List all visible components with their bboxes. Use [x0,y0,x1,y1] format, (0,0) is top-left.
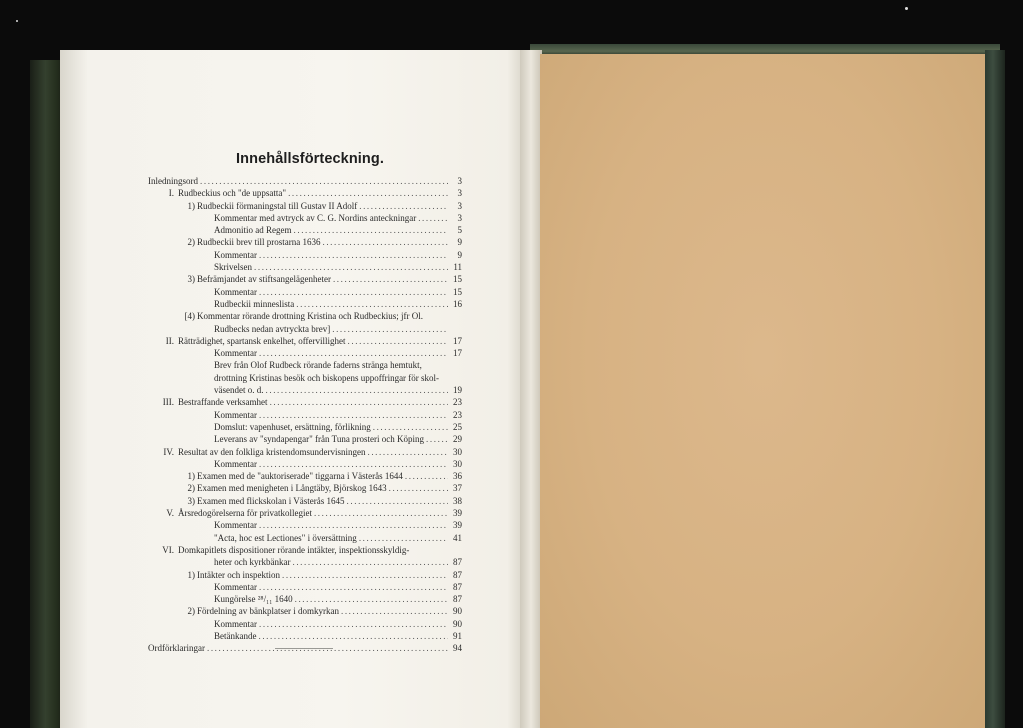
toc-page-number: 19 [453,385,462,396]
toc-leader-dots [259,581,448,593]
toc-entry [148,249,462,261]
toc-entry-title: Leverans av "syndapengar" från Tuna prosteri och Köping [214,434,425,445]
toc-entry [148,470,462,482]
toc-entry-title: Kommentar [214,618,257,629]
toc-entry [148,519,462,531]
toc-entry [148,458,462,470]
toc-entry [148,409,462,421]
toc-page-number: 29 [453,434,462,445]
toc-subsection-number: 1) [187,471,195,482]
toc-page-number: 94 [453,643,462,654]
toc-page-number: 3 [457,200,462,211]
dust-speck [905,7,908,10]
toc-leader-dots [405,470,448,482]
toc-leader-dots [288,187,448,199]
toc-entry [148,175,462,187]
toc-page-number: 90 [453,618,462,629]
toc-page-number: 39 [453,508,462,519]
toc-entry-title: Kommentar [214,348,257,359]
toc-entry-title: Kommentar [214,520,257,531]
toc-page-number: 87 [453,594,462,605]
toc-page-number: 41 [453,532,462,543]
toc-subsection-number: 1) [187,569,195,580]
toc-page-number: 87 [453,557,462,568]
toc-page-number: 91 [453,630,462,641]
toc-subsection-number: 2) [187,483,195,494]
toc-page-number: 30 [453,446,462,457]
toc-page-number: 17 [453,335,462,346]
toc-entry-title: Examen med flickskolan i Västerås 1645 [197,495,345,506]
toc-entry [148,396,462,408]
toc-entry [148,212,462,224]
toc-leader-dots [332,323,448,335]
toc-entry [148,630,462,642]
toc-entry [148,187,462,199]
toc-entry-title: Admonitio ad Regem [214,225,292,236]
toc-entry [148,421,462,433]
toc-page-number: 39 [453,520,462,531]
toc-leader-dots [254,261,448,273]
toc-entry [148,446,462,458]
dust-speck [16,20,18,22]
toc-entry-title: Inledningsord [148,176,198,186]
toc-subsection-number: 3) [187,274,195,285]
toc-leader-dots [259,458,448,470]
toc-section-number: V. [166,508,174,519]
toc-section-number: III. [162,397,174,408]
toc-entry-title: Rudbecks nedan avtryckta brev] [214,323,331,334]
toc-entry-title: Ordförklaringar [148,643,205,654]
toc-leader-dots [322,236,448,248]
toc-leader-dots [294,224,449,236]
toc-entry-title: Rudbeckius och "de uppsatta" [178,188,287,199]
toc-entry-title: Examen med menigheten i Långtäby, Björskog 1643 [197,483,387,494]
toc-leader-dots [259,519,448,531]
toc-entry [148,433,462,445]
toc-subsection-number: 3) [187,495,195,506]
toc-entry-title: Befrämjandet av stiftsangelägenheter [197,274,331,285]
toc-page-number: 37 [453,483,462,494]
toc-section-number: II. [165,335,174,346]
toc-entry-title: Bestraffande verksamhet [178,397,268,408]
toc-leader-dots [259,409,448,421]
toc-leader-dots [359,200,448,212]
toc-leader-dots [282,569,448,581]
toc-entry-title: Rudbeckii brev till prostarna 1636 [197,237,321,248]
toc-entry [148,556,462,568]
right-page-blank [540,54,985,728]
toc-entry-title: Rudbeckii minneslista [214,298,295,309]
book-binding-left [30,60,64,728]
toc-entry-title: Kommentar [214,249,257,260]
toc-entry-title: Kungörelse ²⁸/₁₁ 1640 [214,594,293,605]
toc-entry-title: Kommentar med avtryck av C. G. Nordins anteckningar [214,212,417,223]
table-of-contents [148,175,462,655]
toc-entry-title: "Acta, hoc est Lectiones" i översättning [214,532,357,543]
toc-page-number: 87 [453,581,462,592]
toc-entry [148,495,462,507]
toc-entry-title: Domslut: vapenhuset, ersättning, förlikning [214,421,371,432]
toc-page-number: 30 [453,458,462,469]
toc-section-number: I. [168,188,174,199]
toc-leader-dots [348,335,448,347]
toc-entry-title: Kommentar rörande drottning Kristina och Rudbeckius; jfr Ol. [197,311,423,322]
toc-page-number: 3 [457,188,462,199]
toc-leader-dots [333,273,448,285]
toc-entry [148,384,462,396]
toc-page-number: 9 [457,237,462,248]
toc-page-number: 9 [457,249,462,260]
toc-entry-title: Årsredogörelserna för privatkollegiet [178,508,312,519]
toc-leader-dots [266,384,449,396]
toc-entry-title: Kommentar [214,458,257,469]
toc-leader-dots [259,286,448,298]
toc-entry-title: väsendet o. d. [214,385,264,396]
toc-page-number: 36 [453,471,462,482]
toc-entry-title: Examen med de "auktoriserade" tiggarna i Västerås 1644 [197,471,403,482]
toc-leader-dots [258,630,448,642]
toc-entry [148,569,462,581]
toc-leader-dots [292,556,448,568]
toc-entry [148,200,462,212]
toc-page-number: 15 [453,274,462,285]
toc-page-number: 90 [453,606,462,617]
toc-entry [148,507,462,519]
toc-entry-title: Intäkter och inspektion [197,569,280,580]
toc-entry [148,593,462,605]
toc-entry-title: Rätträdighet, spartansk enkelhet, offervillighet [178,335,346,346]
toc-section-number: IV. [163,446,174,457]
toc-entry [148,544,462,556]
toc-leader-dots [359,532,448,544]
toc-entry [148,273,462,285]
toc-leader-dots [418,212,448,224]
toc-section-number: VI. [162,544,174,555]
toc-subsection-number: 1) [187,200,195,211]
toc-leader-dots [259,618,448,630]
toc-entry [148,482,462,494]
toc-leader-dots [200,175,448,187]
toc-entry-title: Betänkande [214,630,257,641]
toc-leader-dots [270,396,448,408]
toc-page-number: 5 [457,225,462,236]
toc-page-number: 23 [453,397,462,408]
toc-entry [148,581,462,593]
toc-leader-dots [389,482,448,494]
toc-leader-dots [426,433,448,445]
toc-page-number: 3 [457,176,462,186]
toc-page-number: 23 [453,409,462,420]
toc-entry [148,532,462,544]
toc-entry [148,261,462,273]
toc-entry [148,236,462,248]
toc-entry-title: Rudbeckii förmaningstal till Gustav II Adolf [197,200,358,211]
toc-page-number: 3 [457,212,462,223]
toc-subsection-number: 2) [187,606,195,617]
toc-leader-dots [373,421,448,433]
toc-entry-title: heter och kyrkbänkar [214,557,291,568]
toc-leader-dots [347,495,448,507]
toc-page-number: 15 [453,286,462,297]
toc-entry-title: Kommentar [214,409,257,420]
toc-page-number: 87 [453,569,462,580]
toc-page-number: 11 [453,262,462,273]
toc-entry [148,224,462,236]
toc-leader-dots [296,298,448,310]
toc-page-number: 38 [453,495,462,506]
toc-subsection-number: [4) [184,311,195,322]
toc-entry [148,335,462,347]
toc-entry-title: Resultat av den folkliga kristendomsundervisningen [178,446,366,457]
toc-entry [148,618,462,630]
toc-page-number: 25 [453,421,462,432]
toc-entry [148,372,462,384]
toc-leader-dots [295,593,448,605]
toc-entry [148,286,462,298]
toc-entry [148,347,462,359]
toc-leader-dots [341,605,448,617]
toc-subsection-number: 2) [187,237,195,248]
toc-entry-title: drottning Kristinas besök och biskopens uppoffringar för skol- [214,372,440,383]
toc-entry-title: Fördelning av bänkplatser i domkyrkan [197,606,339,617]
toc-leader-dots [259,347,448,359]
divider-rule [275,648,333,649]
toc-page-number: 17 [453,348,462,359]
toc-leader-dots [259,249,448,261]
toc-entry [148,359,462,371]
page-title: Innehållsförteckning. [236,151,384,167]
book-cover-edge-right [985,50,1005,728]
toc-entry [148,323,462,335]
toc-entry [148,310,462,322]
toc-entry-title: Kommentar [214,581,257,592]
toc-entry [148,298,462,310]
toc-entry-title: Skrivelsen [214,262,252,273]
toc-entry-title: Kommentar [214,286,257,297]
toc-entry-title: Domkapitlets dispositioner rörande intäkter, inspektionsskyldig- [178,544,410,555]
toc-leader-dots [367,446,448,458]
toc-page-number: 16 [453,298,462,309]
toc-entry [148,605,462,617]
book-gutter [520,50,542,728]
toc-entry-title: Brev från Olof Rudbeck rörande faderns stränga hemtukt, [214,360,422,371]
toc-leader-dots [314,507,448,519]
